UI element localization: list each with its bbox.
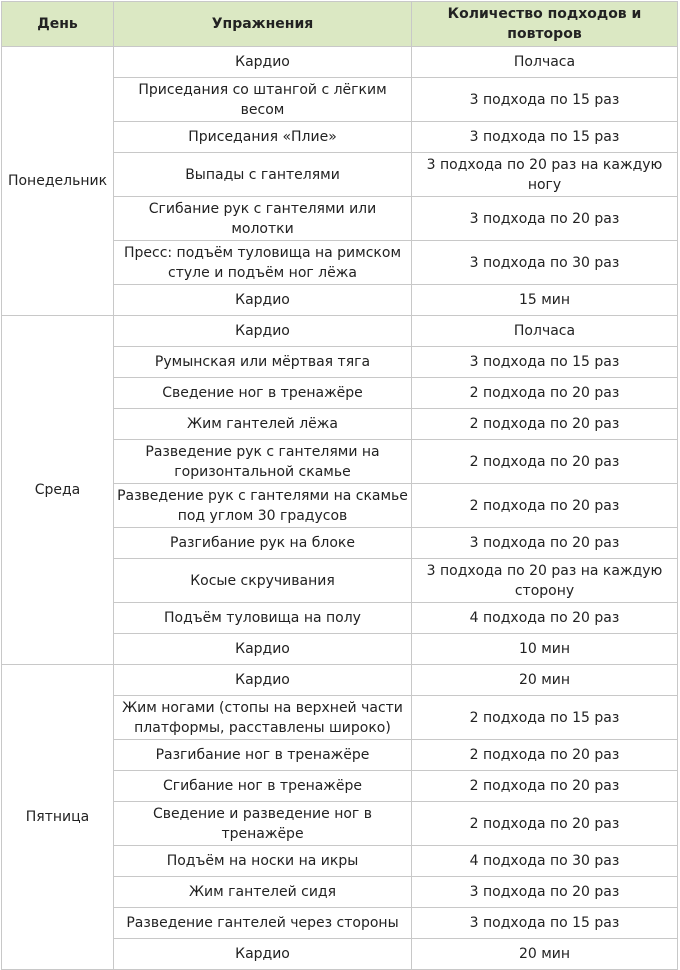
- exercise-cell: Приседания «Плие»: [114, 122, 412, 153]
- sets-cell: 2 подхода по 20 раз: [412, 409, 678, 440]
- exercise-cell: Разгибание рук на блоке: [114, 528, 412, 559]
- sets-cell: 4 подхода по 30 раз: [412, 846, 678, 877]
- exercise-cell: Разведение гантелей через стороны: [114, 908, 412, 939]
- exercise-cell: Приседания со штангой с лёгким весом: [114, 78, 412, 122]
- exercise-cell: Пресс: подъём туловища на римском стуле и подъём ног лёжа: [114, 241, 412, 285]
- sets-cell: 2 подхода по 20 раз: [412, 484, 678, 528]
- sets-cell: 3 подхода по 30 раз: [412, 241, 678, 285]
- exercise-cell: Жим ногами (стопы на верхней части платформы, расставлены широко): [114, 696, 412, 740]
- sets-cell: 3 подхода по 20 раз на каждую ногу: [412, 153, 678, 197]
- exercise-cell: Сведение и разведение ног в тренажёре: [114, 802, 412, 846]
- sets-cell: Полчаса: [412, 316, 678, 347]
- sets-cell: 2 подхода по 20 раз: [412, 740, 678, 771]
- exercise-cell: Разведение рук с гантелями на скамье под углом 30 градусов: [114, 484, 412, 528]
- sets-cell: 4 подхода по 20 раз: [412, 603, 678, 634]
- sets-cell: 2 подхода по 20 раз: [412, 771, 678, 802]
- day-cell-monday: Понедельник: [2, 47, 114, 316]
- sets-cell: 3 подхода по 15 раз: [412, 78, 678, 122]
- exercise-cell: Сведение ног в тренажёре: [114, 378, 412, 409]
- exercise-cell: Разгибание ног в тренажёре: [114, 740, 412, 771]
- sets-cell: 3 подхода по 15 раз: [412, 908, 678, 939]
- table-row: [2, 47, 678, 78]
- exercise-cell: Жим гантелей сидя: [114, 877, 412, 908]
- column-header-exercises: Упражнения: [114, 2, 412, 47]
- sets-cell: 3 подхода по 15 раз: [412, 347, 678, 378]
- sets-cell: 2 подхода по 20 раз: [412, 440, 678, 484]
- table-header-row: [2, 2, 678, 47]
- exercise-cell: Кардио: [114, 634, 412, 665]
- workout-schedule-table: [1, 1, 678, 970]
- sets-cell: 3 подхода по 20 раз на каждую сторону: [412, 559, 678, 603]
- sets-cell: 2 подхода по 20 раз: [412, 378, 678, 409]
- exercise-cell: Жим гантелей лёжа: [114, 409, 412, 440]
- exercise-cell: Сгибание рук с гантелями или молотки: [114, 197, 412, 241]
- day-cell-wednesday: Среда: [2, 316, 114, 665]
- sets-cell: 3 подхода по 20 раз: [412, 197, 678, 241]
- sets-cell: 3 подхода по 20 раз: [412, 877, 678, 908]
- exercise-cell: Кардио: [114, 939, 412, 970]
- exercise-cell: Выпады с гантелями: [114, 153, 412, 197]
- sets-cell: 3 подхода по 20 раз: [412, 528, 678, 559]
- exercise-cell: Подъём туловища на полу: [114, 603, 412, 634]
- sets-cell: 20 мин: [412, 665, 678, 696]
- day-cell-friday: Пятница: [2, 665, 114, 970]
- sets-cell: 15 мин: [412, 285, 678, 316]
- exercise-cell: Косые скручивания: [114, 559, 412, 603]
- exercise-cell: Разведение рук с гантелями на горизонтальной скамье: [114, 440, 412, 484]
- sets-cell: 20 мин: [412, 939, 678, 970]
- sets-cell: Полчаса: [412, 47, 678, 78]
- exercise-cell: Кардио: [114, 665, 412, 696]
- table-row: [2, 316, 678, 347]
- sets-cell: 3 подхода по 15 раз: [412, 122, 678, 153]
- exercise-cell: Румынская или мёртвая тяга: [114, 347, 412, 378]
- column-header-sets: Количество подходов и повторов: [412, 2, 678, 47]
- sets-cell: 10 мин: [412, 634, 678, 665]
- sets-cell: 2 подхода по 20 раз: [412, 802, 678, 846]
- exercise-cell: Кардио: [114, 316, 412, 347]
- exercise-cell: Подъём на носки на икры: [114, 846, 412, 877]
- exercise-cell: Кардио: [114, 47, 412, 78]
- exercise-cell: Кардио: [114, 285, 412, 316]
- table-row: [2, 665, 678, 696]
- sets-cell: 2 подхода по 15 раз: [412, 696, 678, 740]
- column-header-day: День: [2, 2, 114, 47]
- exercise-cell: Сгибание ног в тренажёре: [114, 771, 412, 802]
